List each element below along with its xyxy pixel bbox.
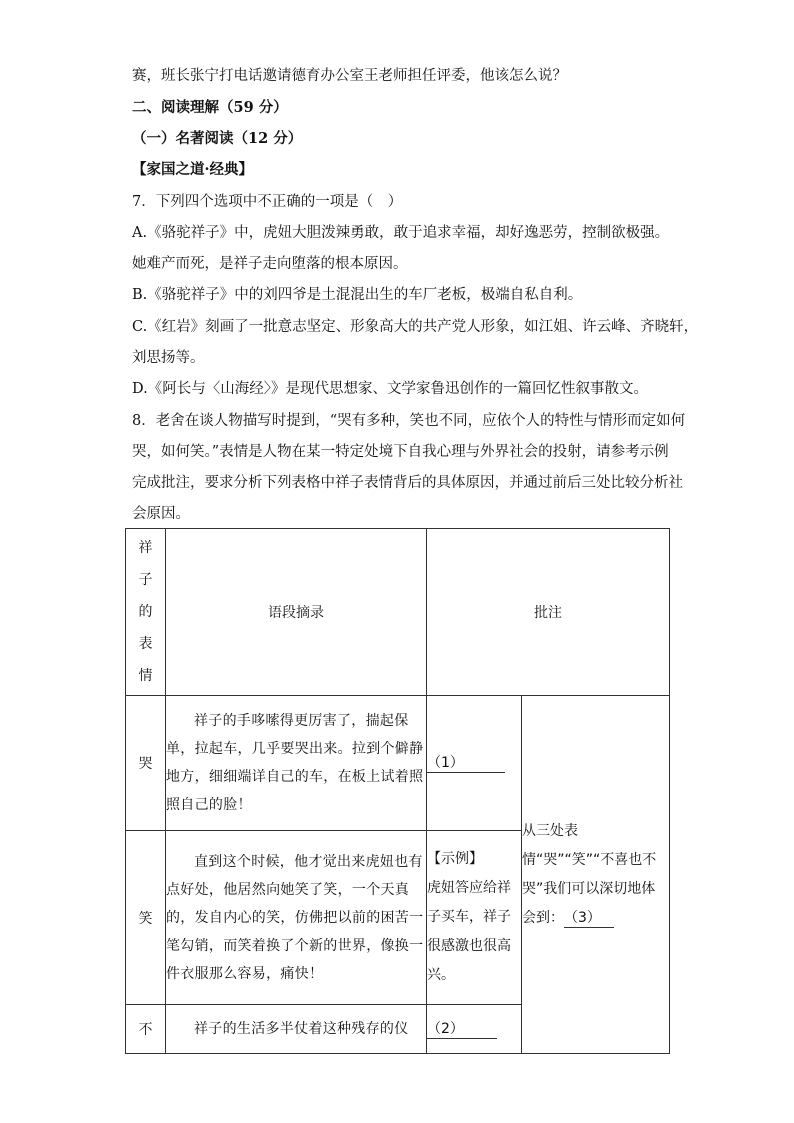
q8-stem-line4: 会原因。 [132,506,190,522]
example-text: 虎妞答应给祥子买车，祥子很感激也很高兴。 [427,880,511,983]
annotation-cell-1 [427,696,522,831]
answer-blank-2[interactable]: （2） [427,1020,497,1039]
row-label-laugh: 笑 [126,831,166,1005]
annotation-example [427,831,522,1005]
q8-stem-line2: 哭，如何笑。”表情是人物在某一特定处境下自我心理与外界社会的投射，请参考示例 [132,444,669,460]
example-tag: 【示例】 [427,851,483,867]
row-label-neither: 不 [126,1005,166,1054]
answer-blank-1[interactable]: （1） [427,754,505,773]
summary-cell [522,696,670,1054]
q7-option-a: A.《骆驼祥子》中，虎妞大胆泼辣勇敢，敢于追求幸福，却好逸恶劳，控制欲极强。 [132,225,670,241]
row-label-cry: 哭 [126,696,166,831]
header-annotation: 批注 [427,529,670,696]
expression-annotation-table [125,528,670,1054]
q7-stem: 7．下列四个选项中不正确的一项是（ ） [132,194,403,210]
answer-blank-3[interactable]: （3） [564,909,614,928]
table-header-row [126,529,670,696]
summary-text: 从三处表情“哭”“笑”“不喜也不哭”我们可以深切地体会到： [522,822,657,926]
q8-stem-line1: 8．老舍在谈人物描写时提到，“哭有多种，笑也不同，应依个人的特性与情形而定如何 [132,413,686,429]
intro-line: 赛，班长张宁打电话邀请德育办公室王老师担任评委，他该怎么说？ [132,68,567,84]
annotation-cell-2 [427,1005,522,1054]
q7-option-c: C.《红岩》刻画了一批意志坚定、形象高大的共产党人形象，如江姐、许云峰、齐晓轩， [132,319,699,335]
q7-option-a-cont: 她难产而死，是祥子走向堕落的根本原因。 [132,256,408,272]
subsection-title: （一）名著阅读（12 分） [132,130,303,147]
excerpt-cry: 祥子的手哆嗦得更厉害了，揣起保单，拉起车，几乎要哭出来。拉到个僻静地方，细细端详自己的车，在板上试着照照自己的脸！ [166,696,427,831]
q8-stem-line3: 完成批注，要求分析下列表格中祥子表情背后的具体原因，并通过前后三处比较分析社 [132,475,683,491]
excerpt-neither: 祥子的生活多半仗着这种残存的仪 [166,1005,427,1054]
header-expression: 祥 子 的 表 情 [126,529,166,696]
section-title: 二、阅读理解（59 分） [132,99,288,116]
q7-option-b: B.《骆驼祥子》中的刘四爷是土混混出生的车厂老板，极端自私自利。 [132,287,583,303]
table-row [126,696,670,831]
q7-option-c-cont: 刘思扬等。 [132,350,205,366]
q7-option-d: D.《阿长与〈山海经〉》是现代思想家、文学家鲁迅创作的一篇回忆性叙事散文。 [132,381,648,397]
excerpt-laugh: 直到这个时候，他才觉出来虎妞也有点好处，他居然向她笑了笑，一个天真的，发自内心的笑，仿佛把以前的困苦一笔勾销，而笑着换了个新的世界，像换一件衣服那么容易，痛快！ [166,831,427,1005]
header-excerpt: 语段摘录 [166,529,427,696]
theme-title: 【家国之道·经典】 [132,161,254,178]
